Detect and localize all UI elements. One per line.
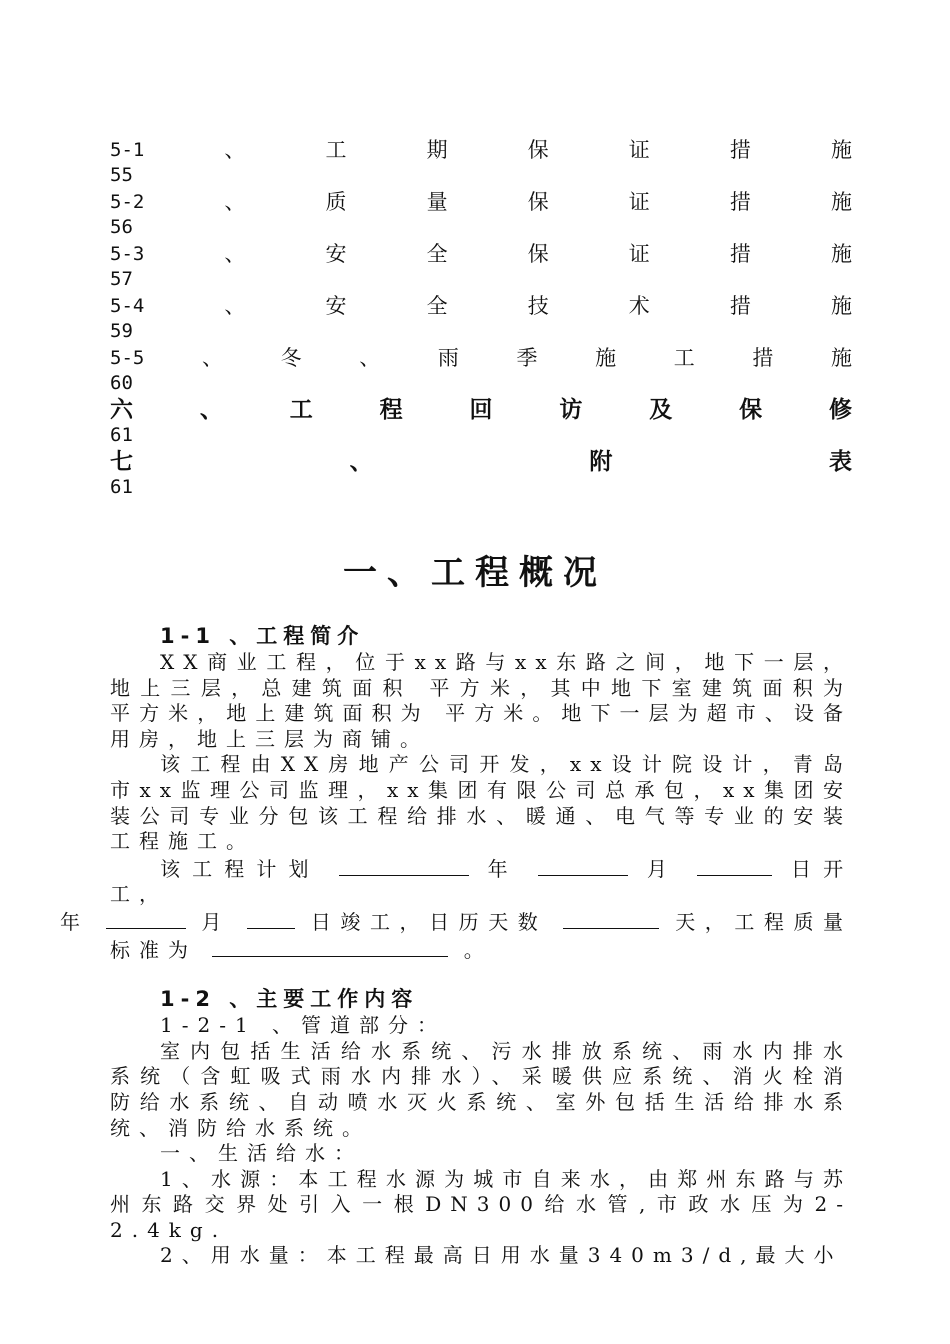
toc-page-number: 61: [110, 424, 133, 446]
toc-title-char: 表: [828, 448, 852, 475]
toc-title-char: 保: [739, 396, 763, 423]
toc-title-char: 量: [426, 190, 448, 214]
toc-entry[interactable]: [110, 188, 852, 240]
toc-page-number: 56: [110, 216, 133, 238]
toc-title-char: 施: [830, 346, 852, 370]
toc-title-char: 季: [516, 346, 538, 370]
chapter-body: [60, 622, 853, 1269]
toc-number: 5-5: [110, 347, 145, 369]
toc-entry[interactable]: [110, 136, 852, 188]
blank-end-month[interactable]: [106, 908, 186, 929]
toc-page-number: 61: [110, 476, 133, 498]
toc-title-char: 施: [595, 346, 617, 370]
toc-title-line: [110, 292, 852, 320]
toc-title-char: 、: [359, 346, 381, 370]
toc-title-char: 全: [426, 242, 448, 266]
toc-entry[interactable]: [110, 396, 852, 448]
toc-separator: 、: [201, 346, 223, 370]
toc-title-char: 证: [628, 242, 650, 266]
schedule-text-start: 日开工，: [110, 856, 853, 907]
toc-number: 七: [110, 448, 133, 475]
pipe-scope-paragraph: 室内包括生活给水系统、污水排放系统、雨水内排水系统（含虹吸式雨水内排水）、采暖供应系统、消火栓消防给水系统、自动喷水灭火系统、室外包括生活给排水系统、消防给水系统。: [110, 1038, 852, 1140]
toc-number: 六: [110, 396, 133, 423]
toc-title-char: 措: [729, 294, 751, 318]
table-of-contents: [110, 136, 852, 500]
toc-title-char: 保: [527, 190, 549, 214]
toc-title-char: 措: [729, 138, 751, 162]
subsection-domestic-water: 一、生活给水：: [160, 1141, 363, 1166]
toc-number: 5-3: [110, 243, 145, 265]
toc-title-line: [110, 136, 852, 164]
toc-title-char: 施: [830, 242, 852, 266]
schedule-text-end: 日竣工，日历天数: [310, 909, 548, 934]
toc-title-char: 回: [469, 396, 493, 423]
toc-title-char: 施: [830, 294, 852, 318]
subsection-title-1-2-1: 1-2-1 、管道部分：: [160, 1013, 447, 1038]
schedule-text-month2: 月: [201, 909, 231, 934]
schedule-text-plan: 该工程计划: [160, 856, 321, 881]
toc-separator: 、: [224, 294, 246, 318]
toc-title-line: [110, 396, 852, 424]
toc-number: 5-1: [110, 139, 145, 161]
toc-title-char: 及: [649, 396, 673, 423]
blank-calendar-days[interactable]: [563, 908, 659, 929]
intro-paragraph-2: 该工程由XX房地产公司开发，xx设计院设计，青岛市xx监理公司监理，xx集团有限公司总承包，xx集团安装公司专业分包该工程给排水、暖通、电气等专业的安装工程施工。: [110, 752, 852, 854]
chapter-title: 一、工程概况: [343, 553, 607, 593]
schedule-text-month: 月: [646, 856, 679, 881]
toc-entry[interactable]: [110, 344, 852, 396]
toc-title-char: 技: [527, 294, 549, 318]
toc-page-number: 57: [110, 268, 133, 290]
toc-title-char: 措: [729, 242, 751, 266]
toc-title-char: 保: [527, 138, 549, 162]
toc-title-char: 安: [325, 242, 347, 266]
toc-title-char: 全: [426, 294, 448, 318]
blank-quality-standard[interactable]: [212, 936, 448, 957]
toc-title-char: 施: [830, 138, 852, 162]
toc-title-line: [110, 240, 852, 268]
toc-title-char: 安: [325, 294, 347, 318]
toc-title-char: 质: [325, 190, 347, 214]
toc-separator: 、: [224, 242, 246, 266]
blank-start-day[interactable]: [697, 855, 772, 876]
water-source-paragraph: 1、水源：本工程水源为城市自来水，由郑州东路与苏州东路交界处引入一根DN300给水管,市政水压为2-2.4kg.: [110, 1166, 852, 1242]
section-title-1-2: 1-2 、主要工作内容: [160, 987, 419, 1012]
toc-title-char: 期: [426, 138, 448, 162]
toc-title-char: 附: [589, 448, 613, 475]
schedule-text-year: 年: [487, 856, 520, 881]
toc-title-char: 工: [289, 396, 313, 423]
schedule-text-end-mark: 。: [463, 937, 493, 962]
section-title-1-1: 1-1 、工程简介: [160, 624, 365, 648]
intro-paragraph-1: XX商业工程，位于xx路与xx东路之间，地下一层，地上三层，总建筑面积 平方米，其中地下室建筑面积为 平方米，地上建筑面积为 平方米。地下一层为超市、设备用房，地上三层为商铺。: [110, 650, 852, 751]
blank-start-year[interactable]: [339, 855, 469, 876]
toc-entry[interactable]: [110, 292, 852, 344]
toc-page-number: 59: [110, 320, 133, 342]
toc-entry[interactable]: [110, 448, 852, 500]
toc-number: 5-4: [110, 295, 145, 317]
toc-title-char: 工: [325, 138, 347, 162]
toc-page-number: 55: [110, 164, 133, 186]
toc-separator: 、: [224, 190, 246, 214]
toc-separator: 、: [349, 448, 373, 475]
toc-title-char: 雨: [437, 346, 459, 370]
blank-end-day[interactable]: [247, 908, 295, 929]
schedule-text-year2: 年: [60, 909, 90, 934]
toc-title-line: [110, 344, 852, 372]
toc-number: 5-2: [110, 191, 145, 213]
toc-entry[interactable]: [110, 240, 852, 292]
toc-title-char: 冬: [280, 346, 302, 370]
toc-title-line: [110, 188, 852, 216]
schedule-paragraph: [60, 855, 853, 963]
toc-page-number: 60: [110, 372, 133, 394]
toc-title-char: 修: [829, 396, 852, 423]
toc-title-char: 措: [729, 190, 751, 214]
toc-title-char: 证: [628, 138, 650, 162]
toc-title-char: 保: [527, 242, 549, 266]
toc-title-char: 措: [752, 346, 774, 370]
water-demand-paragraph: 2、用水量：本工程最高日用水量340m3/d,最大小: [160, 1243, 843, 1268]
schedule-text-days: 天，工程质量标准为: [110, 909, 853, 962]
toc-title-char: 术: [628, 294, 650, 318]
toc-separator: 、: [199, 396, 223, 423]
toc-title-char: 程: [379, 396, 403, 423]
toc-title-char: 施: [830, 190, 852, 214]
toc-separator: 、: [224, 138, 246, 162]
toc-title-char: 证: [628, 190, 650, 214]
toc-title-char: 工: [673, 346, 695, 370]
toc-title-line: [110, 448, 852, 476]
blank-start-month[interactable]: [538, 855, 628, 876]
toc-title-char: 访: [559, 396, 583, 423]
